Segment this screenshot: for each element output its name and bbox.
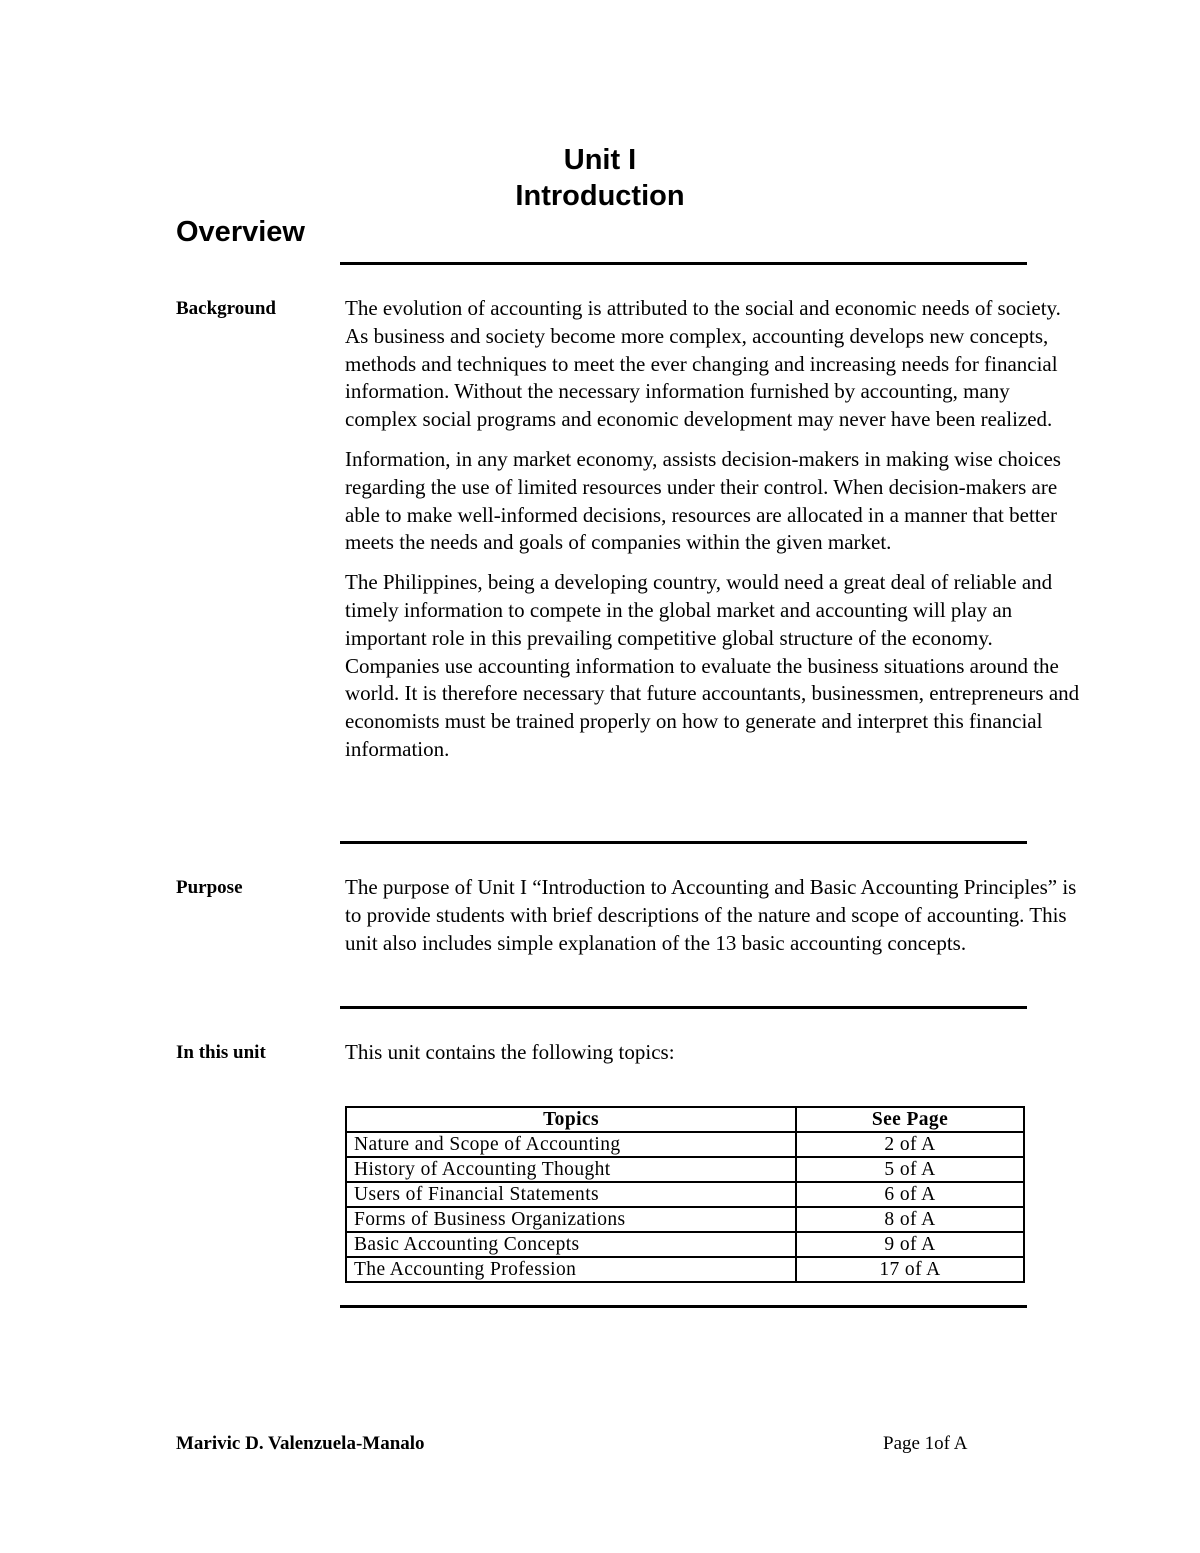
topic-cell: Basic Accounting Concepts — [346, 1232, 796, 1257]
page-cell: 2 of A — [796, 1132, 1024, 1157]
topic-cell: Nature and Scope of Accounting — [346, 1132, 796, 1157]
divider-rule — [340, 262, 1027, 265]
topic-cell: Forms of Business Organizations — [346, 1207, 796, 1232]
table-row — [346, 1232, 1024, 1257]
column-header-see-page: See Page — [796, 1107, 1024, 1132]
purpose-text: The purpose of Unit I “Introduction to Accounting and Basic Accounting Principles” is to provide students with brief descriptions of the nature and scope of accounting. This unit also includes simple explanation of the 13 basic accounting concepts. — [345, 875, 1077, 955]
topics-table — [345, 1106, 1025, 1283]
page-cell: 6 of A — [796, 1182, 1024, 1207]
purpose-label: Purpose — [176, 877, 243, 898]
table-header-row — [346, 1107, 1024, 1132]
table-row — [346, 1182, 1024, 1207]
divider-rule — [340, 1305, 1027, 1308]
topic-cell: History of Accounting Thought — [346, 1157, 796, 1182]
page-cell: 17 of A — [796, 1257, 1024, 1282]
unit-heading: Unit I — [563, 144, 637, 176]
section-heading-overview: Overview — [176, 216, 305, 248]
topic-cell: The Accounting Profession — [346, 1257, 796, 1282]
page-cell: 8 of A — [796, 1207, 1024, 1232]
table-row — [346, 1157, 1024, 1182]
column-header-topics: Topics — [346, 1107, 796, 1132]
table-row — [346, 1257, 1024, 1282]
divider-rule — [340, 1006, 1027, 1009]
background-paragraph: The Philippines, being a developing country, would need a great deal of reliable and timely information to compete in the global market and accounting will play an important role in this prevailing competitive global structure of the economy. Companies use accounting information to evaluate the business situations around the world. It is therefore necessary that future accountants, businessmen, entrepreneurs and economists must be trained properly on how to generate and interpret this financial information. — [345, 570, 1080, 761]
footer-author: Marivic D. Valenzuela-Manalo — [176, 1433, 425, 1454]
in-this-unit-label: In this unit — [176, 1042, 266, 1063]
table-row — [346, 1207, 1024, 1232]
page-cell: 9 of A — [796, 1232, 1024, 1257]
background-block — [345, 295, 1080, 776]
table-row — [346, 1132, 1024, 1157]
page-cell: 5 of A — [796, 1157, 1024, 1182]
divider-rule — [340, 841, 1027, 844]
background-paragraph: Information, in any market economy, assists decision-makers in making wise choices regarding the use of limited resources under their control. When decision-makers are able to make well-informed decisions, resources are allocated in a manner that better meets the needs and goals of companies within the given market. — [345, 446, 1061, 555]
footer-page-number: Page 1of A — [883, 1433, 968, 1454]
background-paragraph: The evolution of accounting is attributed to the social and economic needs of society. As business and society become more complex, accounting develops new concepts, methods and techniques to meet the ever changing and increasing needs for financial information. Without the necessary information furnished by accounting, many complex social programs and economic development may never have been realized. — [345, 296, 1061, 432]
background-label: Background — [176, 298, 276, 319]
topic-cell: Users of Financial Statements — [346, 1182, 796, 1207]
in-this-unit-text: This unit contains the following topics: — [345, 1040, 675, 1064]
page-title: Introduction — [515, 180, 685, 212]
